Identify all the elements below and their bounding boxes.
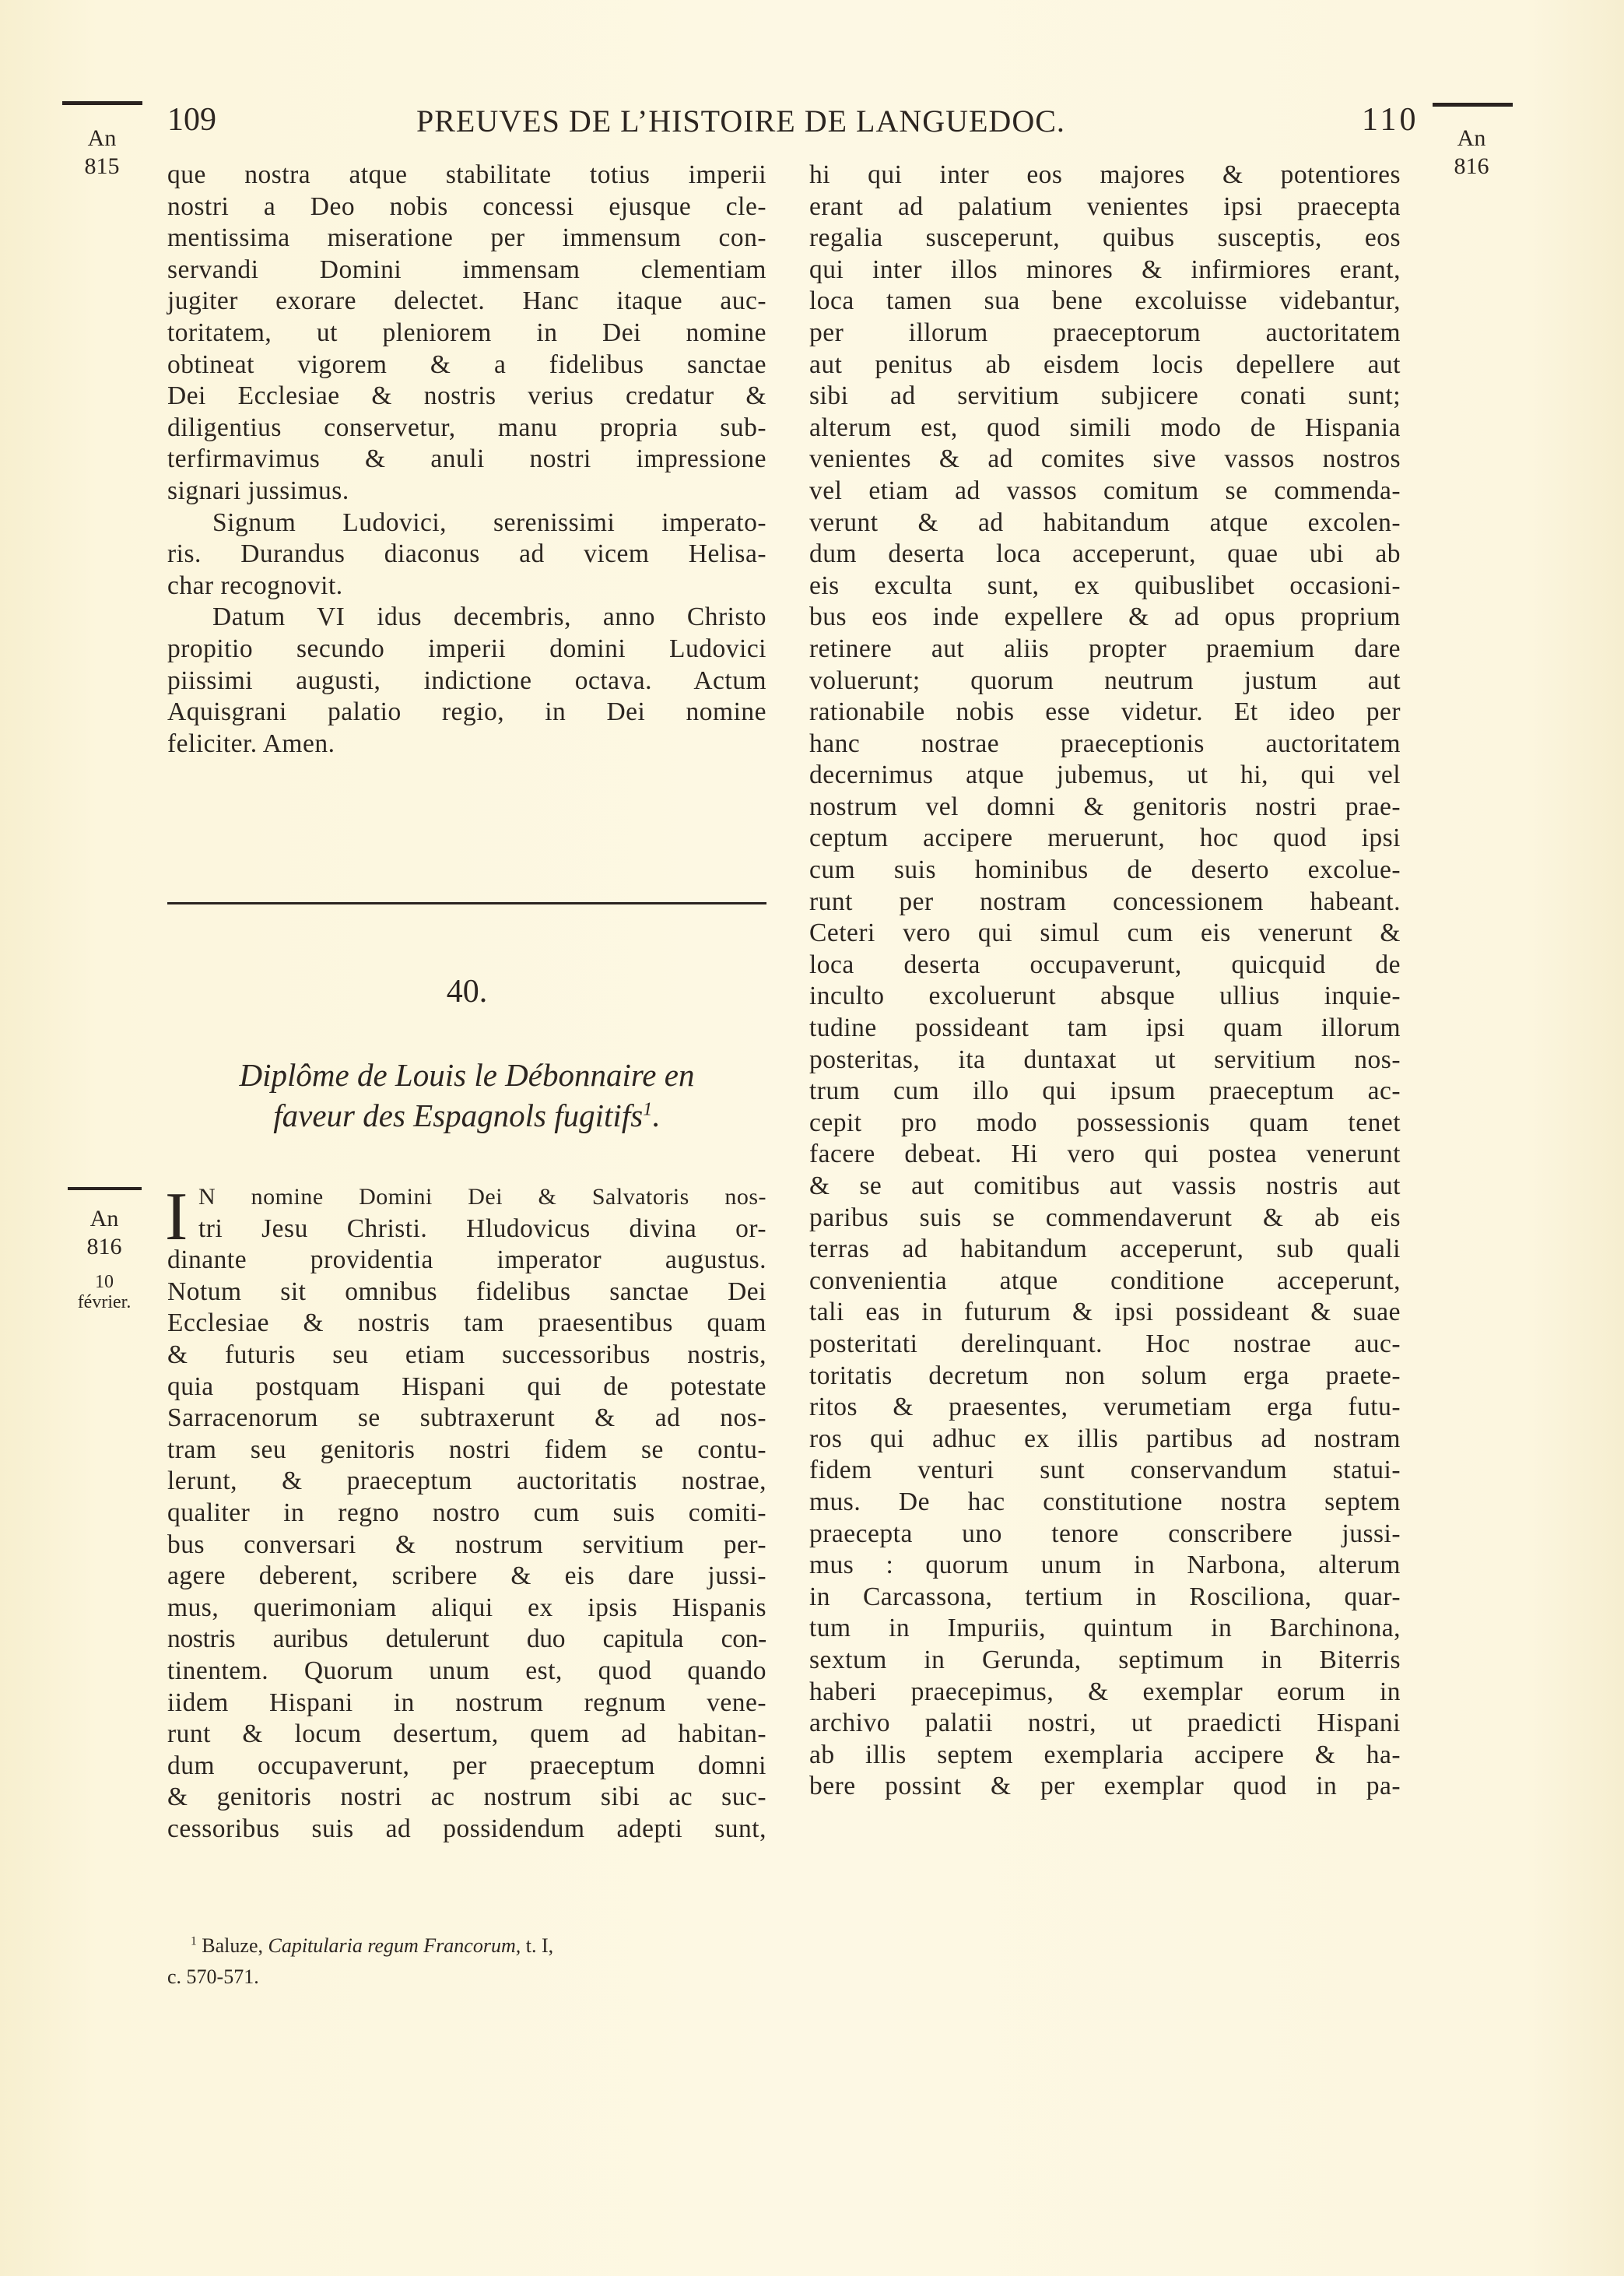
text-line: propitio secundo imperii domini Ludovici xyxy=(167,634,766,663)
text-line: mentissima miseratione per immensum con- xyxy=(167,223,766,253)
document-number: 40. xyxy=(446,974,488,1010)
text-line: ros qui adhuc ex illis partibus ad nostram xyxy=(809,1424,1401,1453)
text-line: tum in Impuriis, quintum in Barchinona, xyxy=(809,1614,1401,1643)
text-line: tram seu genitoris nostri fidem se contu- xyxy=(167,1435,766,1464)
text-line: convenientia atque conditione acceperunt, xyxy=(809,1266,1401,1295)
margin-rule-top-left xyxy=(62,101,142,105)
text-line: rationabile nobis esse videtur. Et ideo per xyxy=(809,697,1401,727)
title-line-1: Diplôme de Louis le Débonnaire en xyxy=(239,1057,695,1093)
text-line: ris. Durandus diaconus ad vicem Helisa- xyxy=(167,539,766,569)
text-line: & futuris seu etiam successoribus nostris, xyxy=(167,1340,766,1369)
text-line: ceptum accipere meruerunt, hoc quod ipsi xyxy=(809,824,1401,853)
text-line: terras ad habitandum acceperunt, sub quali xyxy=(809,1235,1401,1264)
text-line: facere debeat. Hi vero qui postea venerunt xyxy=(809,1140,1401,1169)
text-line: decernimus atque jubemus, ut hi, qui vel xyxy=(809,760,1401,790)
text-line: & genitoris nostri ac nostrum sibi ac suc- xyxy=(167,1783,766,1812)
text-line: nostris auribus detulerunt duo capitula con- xyxy=(167,1624,766,1654)
title-line-2: faveur des Espagnols fugitifs xyxy=(273,1098,644,1133)
text-line: ab illis septem exemplaria accipere & ha- xyxy=(809,1740,1401,1769)
text-line: sibi ad servitium subjicere conati sunt; xyxy=(809,381,1401,411)
text-line: loca deserta occupaverunt, quicquid de xyxy=(809,950,1401,979)
text-line: cepit pro modo possessionis quam tenet xyxy=(809,1108,1401,1137)
text-line: qualiter in regno nostro cum suis comiti- xyxy=(167,1498,766,1527)
text-line: que nostra atque stabilitate totius imperii xyxy=(167,160,766,189)
text-line: toritatem, ut pleniorem in Dei nomine xyxy=(167,318,766,347)
drop-cap: I xyxy=(165,1179,188,1255)
text-line: voluerunt; quorum neutrum justum aut xyxy=(809,666,1401,695)
text-line: servandi Domini immensam clementiam xyxy=(167,255,766,284)
text-line: posteritas, ita duntaxat ut servitium nos- xyxy=(809,1045,1401,1074)
text-line: loca tamen sua bene excoluisse videbantur, xyxy=(809,286,1401,316)
page-number-left: 109 xyxy=(167,102,216,138)
text-line: dinante providentia imperator augustus. xyxy=(167,1245,766,1275)
margin-note-year: 816 xyxy=(1454,153,1489,179)
text-line: mus : quorum unum in Narbona, alterum xyxy=(809,1551,1401,1580)
text-line: signari jussimus. xyxy=(167,476,349,505)
document-title xyxy=(167,1055,766,1136)
footnote-ref: t. I, xyxy=(525,1934,554,1957)
text-line: posteritati derelinquant. Hoc nostrae auc- xyxy=(809,1329,1401,1358)
text-line: piissimi augusti, indictione octava. Actum xyxy=(167,666,766,695)
text-line: Dei Ecclesiae & nostris verius credatur & xyxy=(167,381,766,411)
text-line: cum suis hominibus de deserto excolue- xyxy=(809,855,1401,885)
footnote-number: 1 xyxy=(191,1934,197,1948)
footnote-author: Baluze, xyxy=(202,1934,263,1957)
text-line: hi qui inter eos majores & potentiores xyxy=(809,160,1401,189)
text-line: runt & locum desertum, quem ad habitan- xyxy=(167,1719,766,1749)
text-line: Signum Ludovici, serenissimi imperato- xyxy=(212,508,766,537)
margin-note-year-top-right xyxy=(1429,125,1514,181)
footnote-title: Capitularia regum Francorum, xyxy=(268,1934,521,1957)
text-line: eis exculta sunt, ex quibuslibet occasioni- xyxy=(809,571,1401,600)
margin-note-date xyxy=(61,1205,147,1312)
text-line: toritatis decretum non solum erga praete- xyxy=(809,1361,1401,1390)
text-line: diligentius conservetur, manu propria sub- xyxy=(167,413,766,442)
text-line: Aquisgrani palatio regio, in Dei nomine xyxy=(167,697,766,727)
text-line: hanc nostrae praeceptionis auctoritatem xyxy=(809,729,1401,758)
text-line: erant ad palatium venientes ipsi praecepta xyxy=(809,191,1401,221)
text-line: agere deberent, scribere & eis dare jussi- xyxy=(167,1561,766,1591)
text-line: dum deserta loca acceperunt, quae ubi ab xyxy=(809,539,1401,569)
text-line: bus conversari & nostrum servitium per- xyxy=(167,1530,766,1559)
margin-note-year: 816 xyxy=(86,1234,122,1259)
text-line: terfirmavimus & anuli nostri impressione xyxy=(167,444,766,474)
text-line: mus, querimoniam aliqui ex ipsis Hispanis xyxy=(167,1593,766,1622)
text-line: verunt & ad habitandum atque excolen- xyxy=(809,508,1401,537)
margin-note-label: An xyxy=(1457,125,1486,151)
text-line: jugiter exorare delectet. Hanc itaque auc- xyxy=(167,286,766,316)
text-line: tri Jesu Christi. Hludovicus divina or- xyxy=(198,1214,766,1243)
footnote-columns: c. 570-571. xyxy=(167,1965,259,1988)
text-line: runt per nostram concessionem habeant. xyxy=(809,887,1401,916)
margin-note-year: 815 xyxy=(84,153,120,179)
text-line: Sarracenorum se subtraxerunt & ad nos- xyxy=(167,1403,766,1433)
margin-rule-top-right xyxy=(1433,103,1513,107)
text-line: lerunt, & praeceptum auctoritatis nostrae, xyxy=(167,1466,766,1496)
document-body xyxy=(165,1179,766,1845)
text-line: per illorum praeceptorum auctoritatem xyxy=(809,318,1401,347)
text-line: bere possint & per exemplar quod in pa- xyxy=(809,1772,1401,1801)
margin-rule-document xyxy=(68,1187,142,1190)
page-number-right: 110 xyxy=(1362,102,1419,138)
text-line: aut penitus ab eisdem locis depellere aut xyxy=(809,349,1401,379)
text-line: haberi praecepimus, & exemplar eorum in xyxy=(809,1677,1401,1706)
left-column xyxy=(167,160,766,760)
text-line: Datum VI idus decembris, anno Christo xyxy=(212,602,766,632)
running-header: PREUVES DE L’HISTOIRE DE LANGUEDOC. xyxy=(416,104,1065,139)
right-column xyxy=(809,160,1401,1803)
text-line: char recognovit. xyxy=(167,571,343,600)
text-line: cessoribus suis ad possidendum adepti sunt, xyxy=(167,1814,766,1843)
text-line: paribus suis se commendaverunt & ab eis xyxy=(809,1203,1401,1232)
signum-paragraph xyxy=(167,508,766,602)
footnote-mark[interactable]: 1 xyxy=(643,1098,653,1120)
text-line: obtineat vigorem & a fidelibus sanctae xyxy=(167,349,766,379)
text-line: nostrum vel domni & genitoris nostri prae- xyxy=(809,792,1401,821)
text-line: iidem Hispani in nostrum regnum vene- xyxy=(167,1688,766,1717)
text-line: tinentem. Quorum unum est, quod quando xyxy=(167,1656,766,1685)
text-line: praecepta uno tenore conscribere jussi- xyxy=(809,1519,1401,1548)
title-end: . xyxy=(652,1098,661,1133)
text-line: ritos & praesentes, verumetiam erga futu- xyxy=(809,1393,1401,1422)
text-line: regalia susceperunt, quibus susceptis, eos xyxy=(809,223,1401,253)
text-line: alterum est, quod simili modo de Hispania xyxy=(809,413,1401,442)
text-line: in Carcassona, tertium in Rosciliona, quar- xyxy=(809,1582,1401,1611)
text-line: Ceteri vero qui simul cum eis venerunt & xyxy=(809,918,1401,948)
margin-note-year-top-left xyxy=(59,125,145,181)
text-line: Ecclesiae & nostris tam praesentibus quam xyxy=(167,1308,766,1338)
text-line: mus. De hac constitutione nostra septem xyxy=(809,1487,1401,1516)
text-line: qui inter illos minores & infirmiores erant, xyxy=(809,255,1401,284)
text-line: Notum sit omnibus fidelibus sanctae Dei xyxy=(167,1277,766,1306)
margin-note-label: An xyxy=(89,1206,119,1231)
text-line: tali eas in futurum & ipsi possideant & suae xyxy=(809,1298,1401,1327)
margin-note-day: 10 xyxy=(95,1272,114,1292)
text-line: dum occupaverunt, per praeceptum domni xyxy=(167,1751,766,1780)
section-divider xyxy=(167,902,766,904)
text-line: N nomine Domini Dei & Salvatoris nos- xyxy=(198,1184,766,1210)
text-line: inculto excoluerunt absque ullius inquie- xyxy=(809,982,1401,1011)
text-line: & se aut comitibus aut vassis nostris aut xyxy=(809,1171,1401,1200)
margin-note-month: février. xyxy=(77,1292,132,1312)
text-line: trum cum illo qui ipsum praeceptum ac- xyxy=(809,1077,1401,1106)
text-line: quia postquam Hispani qui de potestate xyxy=(167,1372,766,1401)
datum-paragraph xyxy=(167,602,766,760)
text-line: venientes & ad comites sive vassos nostros xyxy=(809,444,1401,474)
text-line: bus eos inde expellere & ad opus proprium xyxy=(809,602,1401,632)
text-line: nostri a Deo nobis concessi ejusque cle- xyxy=(167,191,766,221)
continuation-paragraph xyxy=(167,160,766,508)
text-line: feliciter. Amen. xyxy=(167,729,335,758)
text-line: fidem venturi sunt conservandum statui- xyxy=(809,1456,1401,1485)
text-line: archivo palatii nostri, ut praedicti Hispani xyxy=(809,1709,1401,1738)
footnote xyxy=(167,1930,766,1993)
text-line: tudine possideant tam ipsi quam illorum xyxy=(809,1013,1401,1043)
text-line: sextum in Gerunda, septimum in Biterris xyxy=(809,1645,1401,1674)
text-line: retinere aut aliis propter praemium dare xyxy=(809,634,1401,663)
margin-note-label: An xyxy=(87,125,117,151)
text-line: vel etiam ad vassos comitum se commenda- xyxy=(809,476,1401,505)
